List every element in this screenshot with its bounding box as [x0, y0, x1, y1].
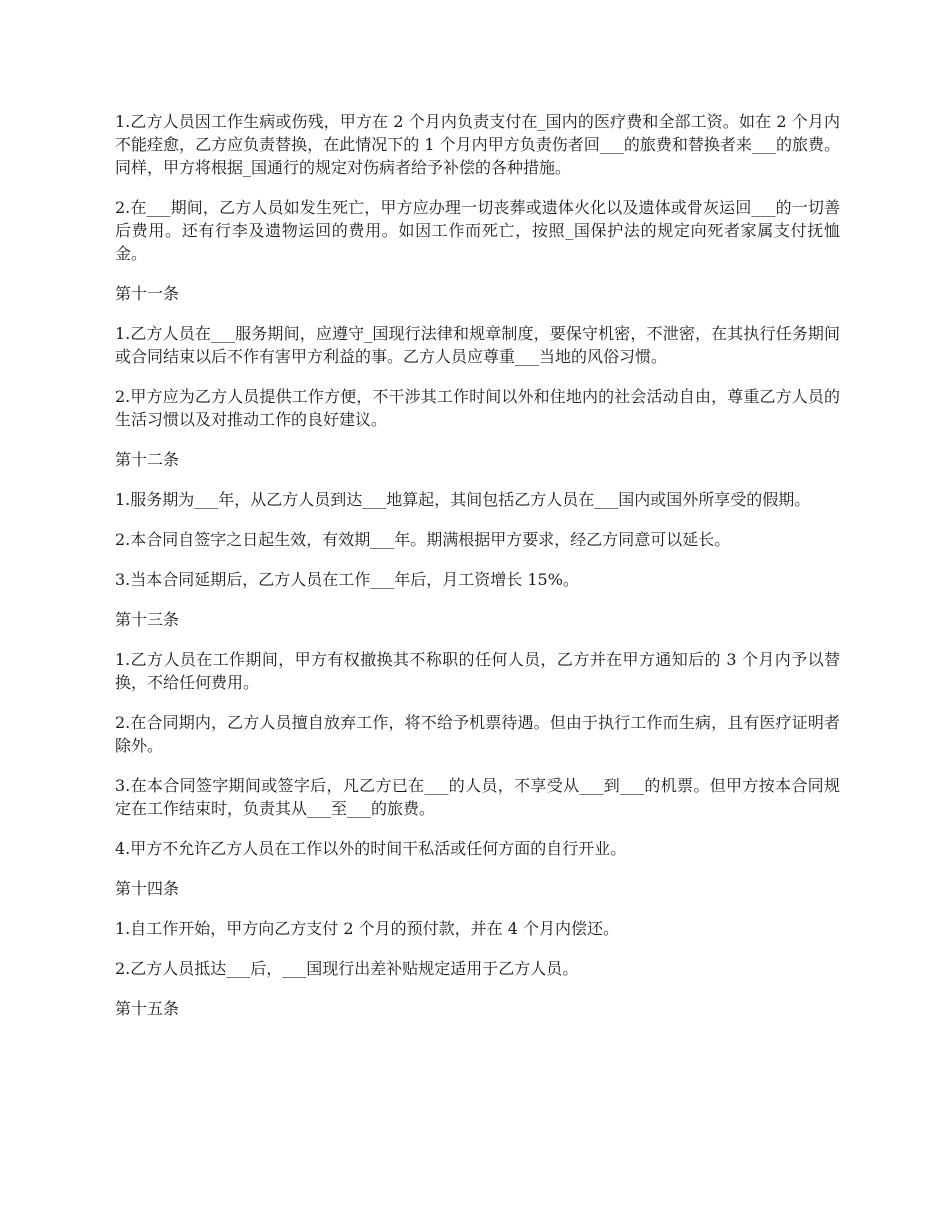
clause-12-item-3: 3.当本合同延期后，乙方人员在工作___年后，月工资增长 15%。 — [115, 570, 579, 589]
clause-12-heading: 第十二条 — [115, 450, 180, 469]
clause-11-item-1: 1.乙方人员在___服务期间，应遵守_国现行法律和规章制度，要保守机密，不泄密，在其执行任务期间或合同结束以后不作有害甲方利益的事。乙方人员应尊重___当地的风俗习惯。 — [115, 324, 840, 366]
clause-14-item-2: 2.乙方人员抵达___后，___国现行出差补贴规定适用于乙方人员。 — [115, 959, 579, 978]
clause-13-item-2: 2.在合同期内，乙方人员擅自放弃工作，将不给予机票待遇。但由于执行工作而生病，且有医疗证明者除外。 — [115, 713, 840, 755]
document-page — [115, 110, 840, 1037]
clause-13-item-1: 1.乙方人员在工作期间，甲方有权撤换其不称职的任何人员，乙方并在甲方通知后的 3 个月内予以替换，不给任何费用。 — [115, 650, 840, 692]
clause-12-item-1: 1.服务期为___年，从乙方人员到达___地算起，其间包括乙方人员在___国内或国外所享受的假期。 — [115, 490, 811, 509]
clause-10-item-1: 1.乙方人员因工作生病或伤残，甲方在 2 个月内负责支付在_国内的医疗费和全部工资。如在 2 个月内不能痊愈，乙方应负责替换，在此情况下的 1 个月内甲方负责伤者回___的旅费和替换者来___的旅费。同样，甲方将根据_国通行的规定对伤病者给予补偿的各种措施。 — [115, 112, 840, 177]
clause-13-item-3: 3.在本合同签字期间或签字后，凡乙方已在___的人员，不享受从___到___的机票。但甲方按本合同规定在工作结束时，负责其从___至___的旅费。 — [115, 776, 840, 818]
clause-14-heading: 第十四条 — [115, 879, 180, 898]
clause-15-heading: 第十五条 — [115, 999, 180, 1018]
clause-13-item-4: 4.甲方不允许乙方人员在工作以外的时间干私活或任何方面的自行开业。 — [115, 839, 627, 858]
clause-11-heading: 第十一条 — [115, 284, 180, 303]
clause-14-item-1: 1.自工作开始，甲方向乙方支付 2 个月的预付款，并在 4 个月内偿还。 — [115, 919, 619, 938]
clause-13-heading: 第十三条 — [115, 610, 180, 629]
clause-12-item-2: 2.本合同自签字之日起生效，有效期___年。期满根据甲方要求，经乙方同意可以延长。 — [115, 530, 731, 549]
clause-11-item-2: 2.甲方应为乙方人员提供工作方便，不干涉其工作时间以外和住地内的社会活动自由，尊重乙方人员的生活习惯以及对推动工作的良好建议。 — [115, 387, 840, 429]
clause-10-item-2: 2.在___期间，乙方人员如发生死亡，甲方应办理一切丧葬或遗体火化以及遗体或骨灰运回___的一切善后费用。还有行李及遗物运回的费用。如因工作而死亡，按照_国保护法的规定向死者家属支付抚恤金。 — [115, 198, 840, 263]
